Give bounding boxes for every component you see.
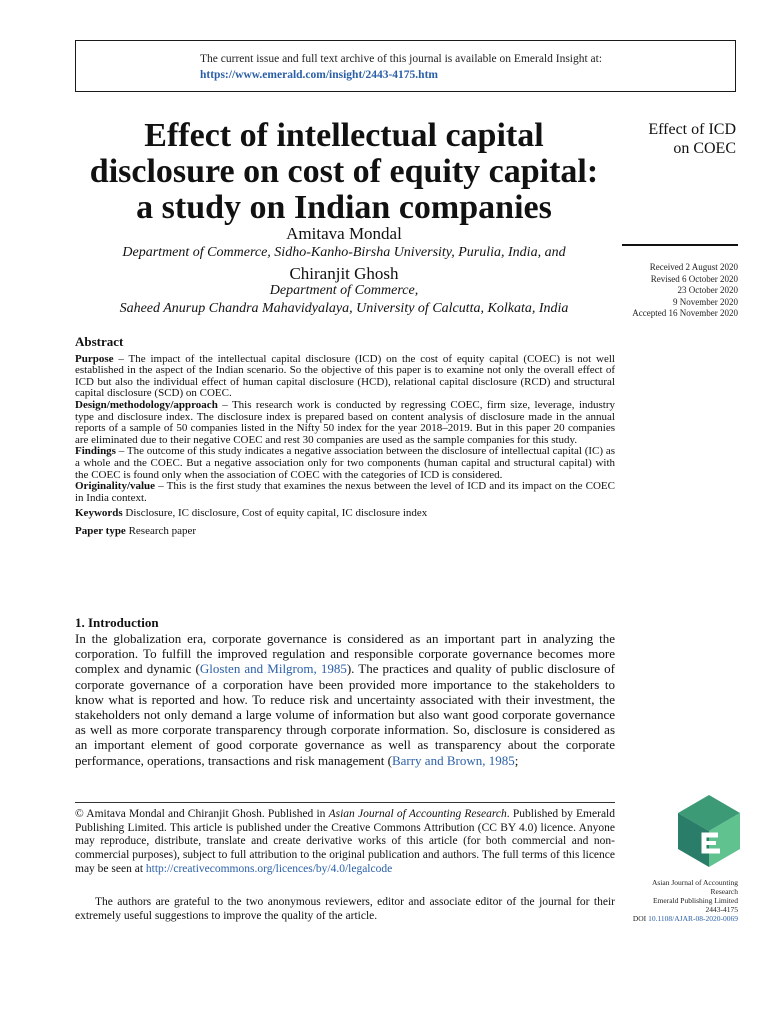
author-2-affiliation-line-1: Department of Commerce, — [269, 283, 419, 298]
date-revised-2: 23 October 2020 — [677, 285, 738, 295]
intro-text-2: ). The practices and quality of public disclosure of corporate governance of a corporation have been provided more importance to the stakeholders to know what is reported and how. To reduce risk and uncertainty associated with their investment, the stakeholders not only demand a large volume of information but also want good corporate governance as well as more corporate transparency through corporate information. So, disclosure is considered as an important element of good corporate governance as well as transparency about the corporate performance, operations, transactions and risk management ( — [75, 661, 615, 768]
purpose-text: – The impact of the intellectual capital disclosure (ICD) on the cost of equity capital (COEC) is not well established in the aspect of the Indian scenario. So the objective of this paper is to examine not only the overall effect of ICD but also the individual effect of human capital disclosure (HCD), relational capital disclosure (RCD) and structural capital disclosure (SCD) on COEC. — [75, 352, 615, 400]
abstract-purpose — [75, 354, 615, 400]
footnote-divider — [75, 802, 615, 803]
abstract-findings — [75, 446, 615, 481]
paper-type-label: Paper type — [75, 524, 126, 537]
article-title — [66, 118, 622, 226]
introduction-heading: 1. Introduction — [75, 615, 159, 630]
running-head-line-1: Effect of ICD — [648, 121, 736, 138]
doi-line — [633, 914, 738, 923]
title-line-3: a study on Indian companies — [136, 189, 552, 226]
abstract-heading: Abstract — [75, 334, 124, 349]
purpose-label: Purpose — [75, 352, 114, 365]
citation-glosten-milgrom[interactable]: Glosten and Milgrom, 1985 — [199, 661, 347, 677]
author-1-affiliation: Department of Commerce, Sidho-Kanho-Birsha University, Purulia, India, and — [122, 245, 566, 260]
title-line-1: Effect of intellectual capital — [144, 117, 544, 154]
date-received: Received 2 August 2020 — [649, 262, 738, 272]
author-2-name: Chiranjit Ghosh — [289, 264, 399, 283]
doi-link[interactable]: 10.1108/AJAR-08-2020-0069 — [648, 914, 738, 923]
date-accepted: Accepted 16 November 2020 — [632, 308, 738, 318]
article-history-dates — [632, 262, 738, 320]
journal-info-line-3: Emerald Publishing Limited — [653, 896, 738, 905]
abstract-originality — [75, 481, 615, 504]
keywords-label: Keywords — [75, 507, 123, 520]
citation-barry-brown[interactable]: Barry and Brown, 1985 — [391, 752, 515, 768]
findings-text: – The outcome of this study indicates a negative association between the disclosure of intellectual capital (IC) as a whole and the COEC. But a negative association only for two components (human capital and structural capital) with the COEC is found only when the association of COEC with the categories of ICD is considered. — [75, 445, 615, 481]
title-line-2: disclosure on cost of equity capital: — [89, 153, 599, 190]
design-label: Design/methodology/approach — [75, 398, 218, 411]
introduction-paragraph — [75, 631, 615, 768]
acknowledgement: The authors are grateful to the two anonymous reviewers, editor and associate editor of the journal for their extremely useful suggestions to improve the quality of the article. — [75, 896, 615, 922]
intro-text-1: In the globalization era, corporate governance is considered as an important part in analyzing the corporation. To fulfill the improved regulation and responsible corporate governance becomes more complex and dynamic ( — [75, 631, 615, 677]
abstract-section — [75, 336, 615, 538]
journal-archive-link[interactable]: https://www.emerald.com/insight/2443-4175.htm — [200, 69, 438, 81]
copyright-notice — [75, 808, 615, 877]
journal-logo-icon — [678, 795, 740, 867]
abstract-keywords — [75, 508, 615, 520]
doi-prefix: DOI — [632, 914, 647, 923]
journal-info-line-2: Research — [710, 887, 738, 896]
abstract-paper-type — [75, 526, 615, 538]
journal-name: Asian Journal of Accounting Research — [328, 808, 507, 820]
date-revised-3: 9 November 2020 — [673, 296, 738, 307]
running-head-line-2: on COEC — [673, 140, 736, 157]
journal-notice-box — [75, 40, 736, 92]
running-head — [648, 120, 736, 158]
journal-notice-text: The current issue and full text archive of this journal is available on Emerald Insight at: — [200, 53, 603, 65]
author-2-affiliation-line-2: Saheed Anurup Chandra Mahavidyalaya, University of Calcutta, Kolkata, India — [119, 301, 569, 316]
copyright-text-1: © Amitava Mondal and Chiranjit Ghosh. Published in — [75, 808, 329, 820]
journal-info-line-4: 2443-4175 — [705, 905, 738, 914]
originality-label: Originality/value — [75, 480, 156, 493]
journal-publication-info — [633, 878, 738, 923]
journal-info-line-1: Asian Journal of Accounting — [651, 878, 738, 887]
sidebar-divider — [622, 244, 738, 246]
abstract-design — [75, 400, 615, 446]
keywords-text: Disclosure, IC disclosure, Cost of equity capital, IC disclosure index — [122, 507, 428, 520]
design-text: – This research work is conducted by regressing COEC, firm size, leverage, industry type and disclosure index. The disclosure index is prepared based on content analysis of disclosure made in the annual reports of a sample of 50 companies listed in the Nifty 50 index for the year 2018–2019. But in this paper 20 companies are eliminated due to their negative COEC and rest 30 companies are used as the sample companies for this study. — [75, 398, 615, 446]
intro-text-3: ; — [514, 752, 519, 768]
originality-text: – This is the first study that examines the nexus between the level of ICD and its impact on the COEC in India context. — [75, 480, 615, 504]
copyright-text-2: . Published by Emerald Publishing Limited. This article is published under the Creative Commons Attribution (CC BY 4.0) licence. Anyone may reproduce, distribute, translate and create derivative works of this article (for both commercial and non-commercial purposes), subject to full attribution to the original publication and authors. The full terms of this licence may be seen at — [75, 808, 615, 875]
author-1-name: Amitava Mondal — [286, 224, 402, 243]
findings-label: Findings — [75, 445, 116, 458]
date-revised: Revised 6 October 2020 — [650, 273, 738, 284]
licence-link[interactable]: http://creativecommons.org/licences/by/4.0/legalcode — [145, 862, 393, 875]
paper-type-text: Research paper — [125, 524, 197, 537]
